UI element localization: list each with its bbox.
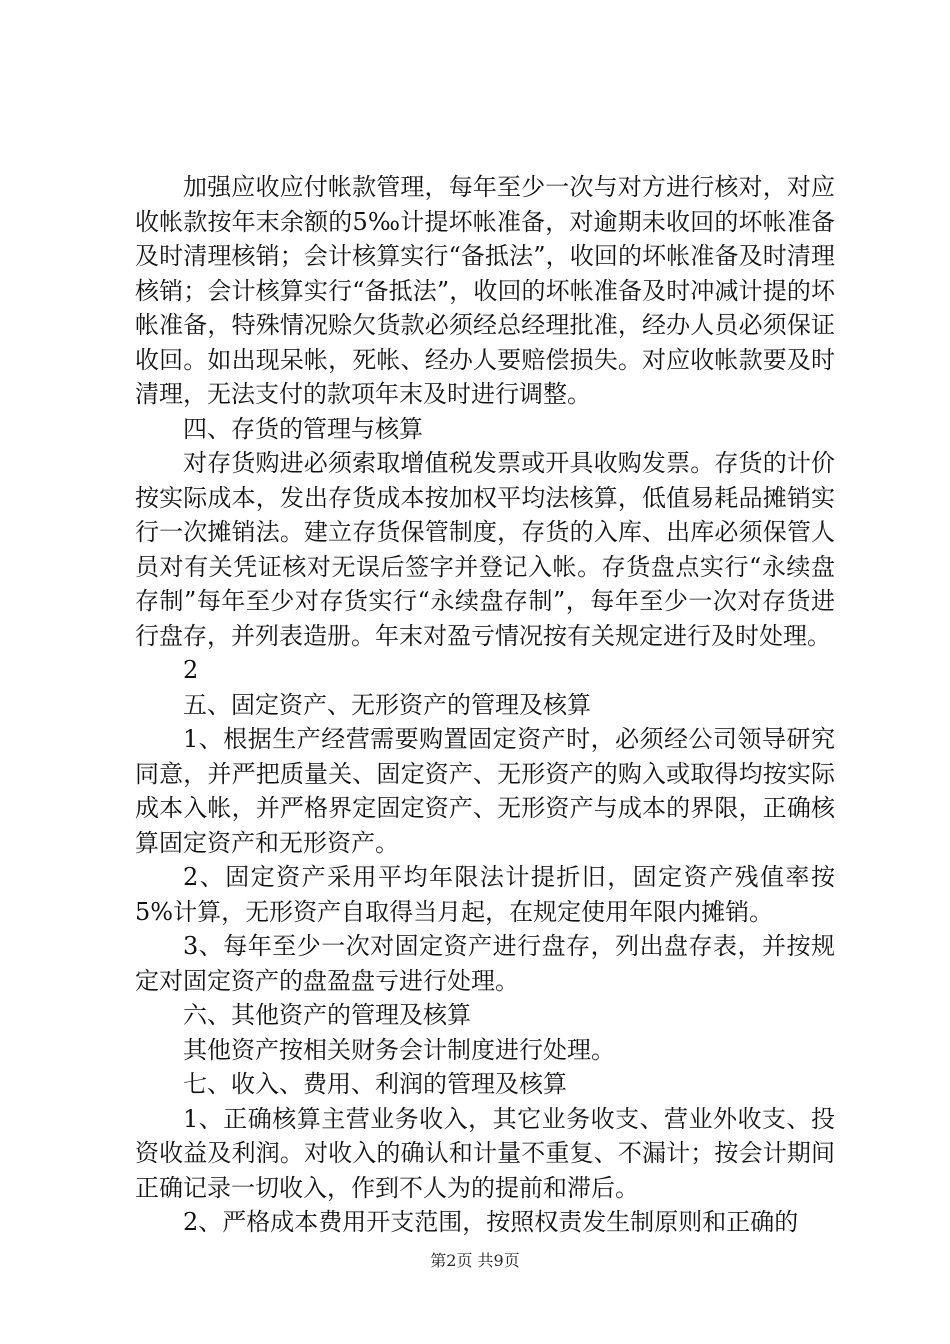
paragraph-receivables: 加强应收应付帐款管理，每年至少一次与对方进行核对，对应收帐款按年末余额的5‰计提坏帐准备，对逾期未收回的坏帐准备及时清理核销；会计核算实行“备抵法”，收回的坏帐准备及时清理核销；会计核算实行“备抵法”，收回的坏帐准备及时冲减计提的坏帐准备，特殊情况赊欠货款必须经总经理批准，经办人员必须保证收回。如出现呆帐，死帐、经办人要赔偿损失。对应收帐款要及时清理，无法支付的款项年末及时进行调整。 xyxy=(135,173,835,408)
paragraph-income-2: 2、严格成本费用开支范围，按照权责发生制原则和正确的 xyxy=(183,1208,799,1236)
heading-fixed-assets: 五、固定资产、无形资产的管理及核算 xyxy=(183,690,591,719)
page-footer: 第2页 共9页 xyxy=(430,1251,520,1270)
heading-other-assets: 六、其他资产的管理及核算 xyxy=(183,1001,471,1029)
heading-income-expense: 七、收入、费用、利润的管理及核算 xyxy=(183,1070,567,1098)
heading-inventory: 四、存货的管理与核算 xyxy=(183,414,423,443)
paragraph-fixed-assets-3: 3、每年至少一次对固定资产进行盘存，列出盘存表，并按规定对固定资产的盘盈盘亏进行处理。 xyxy=(135,932,835,995)
document-body xyxy=(135,170,835,1240)
paragraph-other-assets: 其他资产按相关财务会计制度进行处理。 xyxy=(183,1035,615,1064)
paragraph-inventory: 对存货购进必须索取增值税发票或开具收购发票。存货的计价按实际成本，发出存货成本按加权平均法核算，低值易耗品摊销实行一次摊销法。建立存货保管制度，存货的入库、出库必须保管人员对有关凭证核对无误后签字并登记入帐。存货盘点实行“永续盘存制”每年至少对存货实行“永续盘存制”，每年至少一次对存货进行盘存，并列表造册。年末对盈亏情况按有关规定进行及时处理。 xyxy=(135,449,835,650)
paragraph-income-1: 1、正确核算主营业务收入，其它业务收支、营业外收支、投资收益及利润。对收入的确认和计量不重复、不漏计；按会计期间正确记录一切收入，作到不人为的提前和滞后。 xyxy=(135,1104,835,1202)
stray-page-number: 2 xyxy=(183,656,199,684)
paragraph-fixed-assets-1: 1、根据生产经营需要购置固定资产时，必须经公司领导研究同意，并严把质量关、固定资产、无形资产的购入或取得均按实际成本入帐，并严格界定固定资产、无形资产与成本的界限，正确核算固定资产和无形资产。 xyxy=(135,725,835,857)
paragraph-fixed-assets-2: 2、固定资产采用平均年限法计提折旧，固定资产残值率按5%计算，无形资产自取得当月起，在规定使用年限内摊销。 xyxy=(135,863,835,926)
